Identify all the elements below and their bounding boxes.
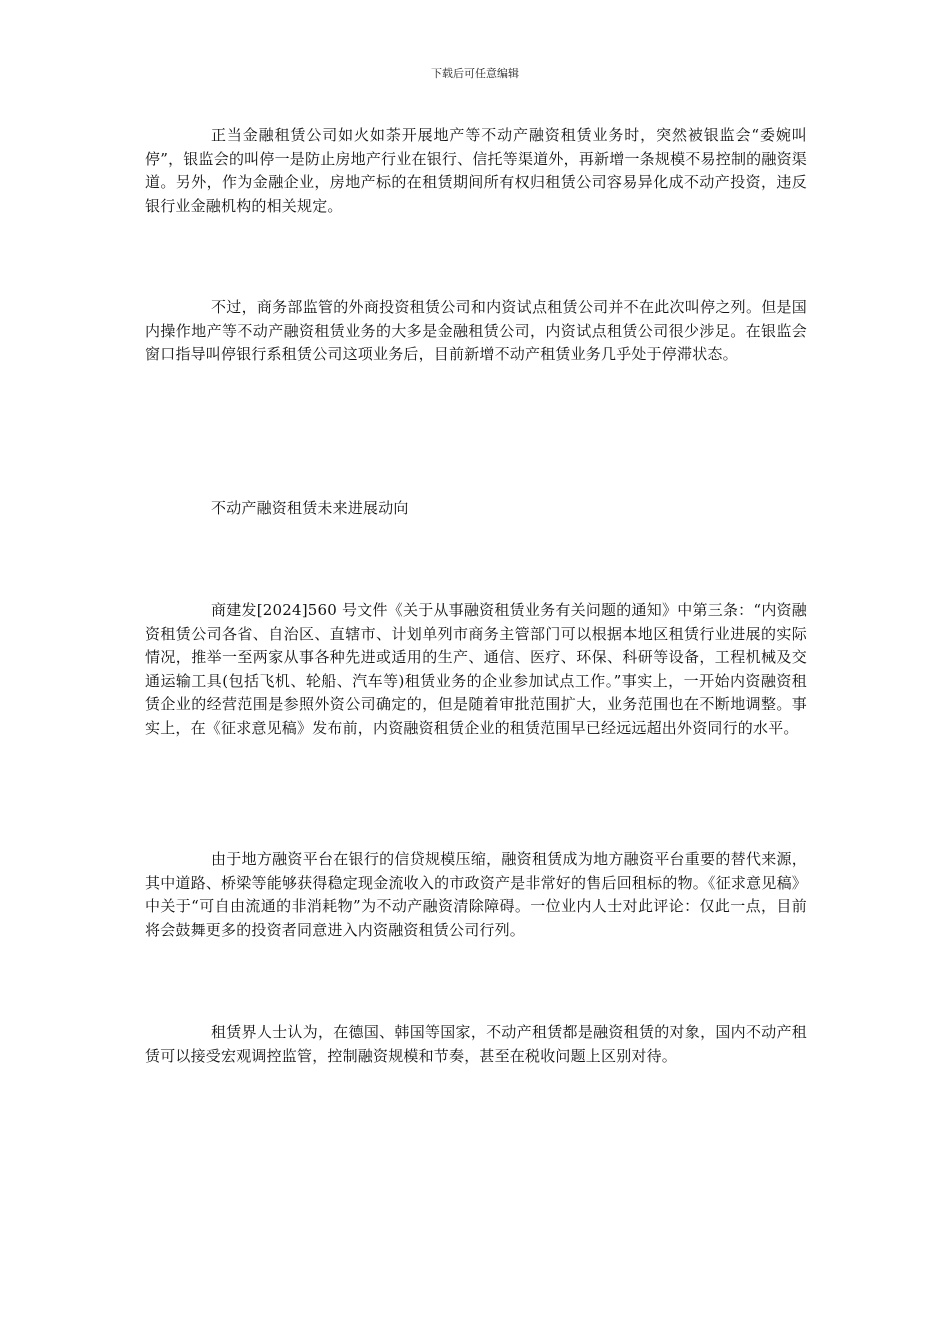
page-header-note: 下载后可任意编辑 <box>431 67 519 80</box>
paragraph-notice-article: 商建发[2024]560 号文件《关于从事融资租赁业务有关问题的通知》中第三条：“内资融资租赁公司各省、自治区、直辖市、计划单列市商务主管部门可以根据本地区租赁行业进展的实际情况，推举一至两家从事各种先进或适用的生产、通信、医疗、环保、科研等设备，工程机械及交通运输工具(包括飞机、轮船、汽车等)租赁业务的企业参加试点工作。”事实上，一开始内资融资租赁企业的经营范围是参照外资公司确定的，但是随着审批范围扩大，业务范围也在不断地调整。事实上，在《征求意见稿》发布前，内资融资租赁企业的租赁范围早已经远远超出外资同行的水平。 <box>145 601 807 737</box>
paragraph-industry-view: 租赁界人士认为，在德国、韩国等国家，不动产租赁都是融资租赁的对象，国内不动产租赁可以接受宏观调控监管，控制融资规模和节奏，甚至在税收问题上区别对待。 <box>145 1023 807 1065</box>
section-heading: 不动产融资租赁未来进展动向 <box>211 499 409 517</box>
paragraph-exemption: 不过，商务部监管的外商投资租赁公司和内资试点租赁公司并不在此次叫停之列。但是国内操作地产等不动产融资租赁业务的大多是金融租赁公司，内资试点租赁公司很少涉足。在银监会窗口指导叫停银行系租赁公司这项业务后，目前新增不动产租赁业务几乎处于停滞状态。 <box>145 298 807 363</box>
paragraph-regulatory-halt: 正当金融租赁公司如火如荼开展地产等不动产融资租赁业务时，突然被银监会“委婉叫停”，银监会的叫停一是防止房地产行业在银行、信托等渠道外，再新增一条规模不易控制的融资渠道。另外，作为金融企业，房地产标的在租赁期间所有权归租赁公司容易异化成不动产投资，违反银行业金融机构的相关规定。 <box>145 126 807 215</box>
paragraph-local-platforms: 由于地方融资平台在银行的信贷规模压缩，融资租赁成为地方融资平台重要的替代来源，其中道路、桥梁等能够获得稳定现金流收入的市政资产是非常好的售后回租标的物。《征求意见稿》中关于“可自由流通的非消耗物”为不动产融资清除障碍。一位业内人士对此评论：仅此一点，目前将会鼓舞更多的投资者同意进入内资融资租赁公司行列。 <box>145 850 807 939</box>
